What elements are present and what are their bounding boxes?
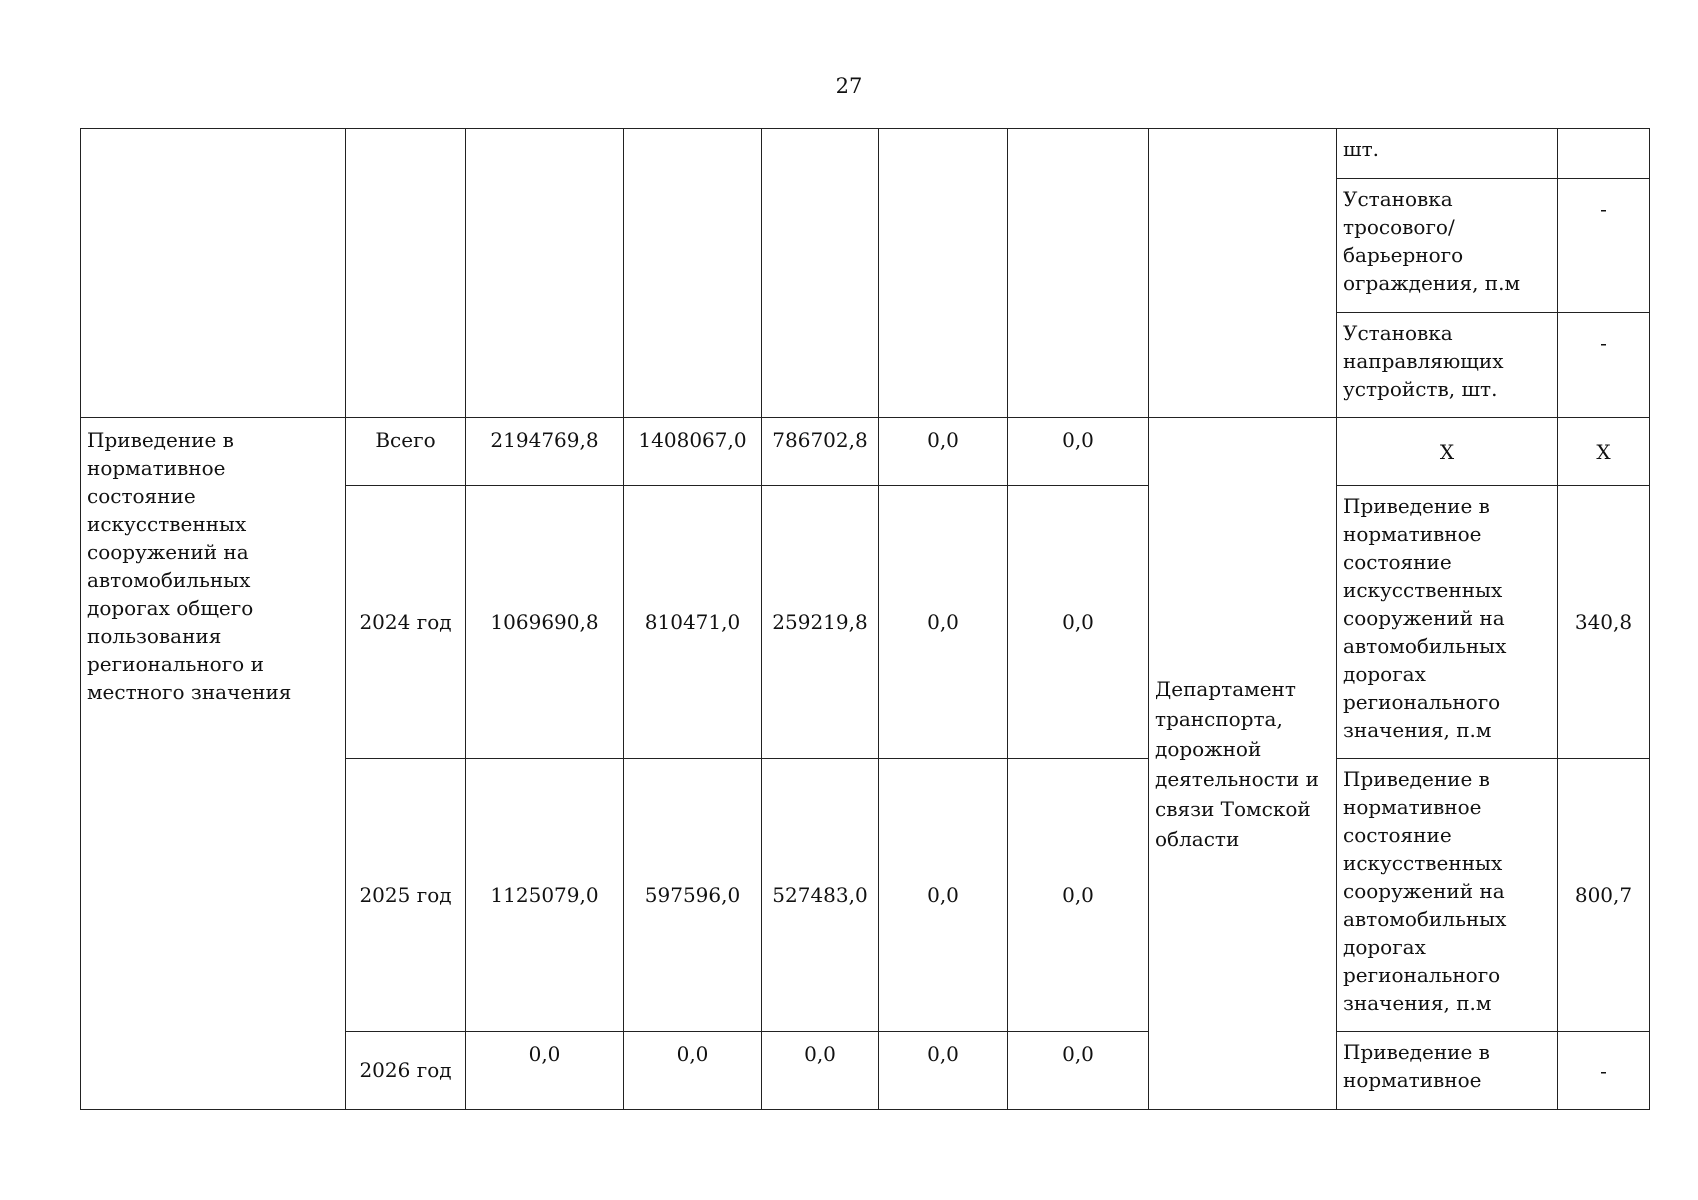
indicator-value-cell: - — [1558, 1032, 1650, 1110]
value-cell: 0,0 — [879, 418, 1008, 486]
empty-cell — [879, 129, 1008, 418]
indicator-value-cell: - — [1558, 179, 1650, 313]
indicator-value-cell: - — [1558, 313, 1650, 418]
value-cell: 1125079,0 — [466, 759, 624, 1032]
indicator-cell: Приведение в нормативное состояние искусственных сооружений на автомобильных дорогах регионального значения, п.м — [1337, 486, 1558, 759]
empty-cell — [81, 129, 346, 418]
empty-cell — [346, 129, 466, 418]
table-row — [81, 129, 1650, 179]
value-cell: 0,0 — [1008, 486, 1149, 759]
value-cell: 259219,8 — [762, 486, 879, 759]
value-cell: 786702,8 — [762, 418, 879, 486]
indicator-cell: Установка направляющих устройств, шт. — [1337, 313, 1558, 418]
value-cell: 0,0 — [879, 486, 1008, 759]
program-table — [80, 128, 1650, 1110]
empty-cell — [624, 129, 762, 418]
value-cell: 810471,0 — [624, 486, 762, 759]
value-cell: 527483,0 — [762, 759, 879, 1032]
indicator-value-cell: 800,7 — [1558, 759, 1650, 1032]
empty-cell — [1008, 129, 1149, 418]
value-cell: 2194769,8 — [466, 418, 624, 486]
indicator-cell: Приведение в нормативное — [1337, 1032, 1558, 1110]
value-cell: 1408067,0 — [624, 418, 762, 486]
value-cell: 0,0 — [879, 759, 1008, 1032]
value-cell: 0,0 — [1008, 759, 1149, 1032]
page-number: 27 — [835, 74, 863, 98]
indicator-value-cell: 340,8 — [1558, 486, 1650, 759]
period-cell: 2024 год — [346, 486, 466, 759]
empty-cell — [1149, 129, 1337, 418]
empty-cell — [762, 129, 879, 418]
value-cell: 0,0 — [624, 1032, 762, 1110]
value-cell: 1069690,8 — [466, 486, 624, 759]
value-cell: 0,0 — [879, 1032, 1008, 1110]
value-cell: 0,0 — [1008, 1032, 1149, 1110]
executor-cell: Департамент транспорта, дорожной деятельности и связи Томской области — [1149, 418, 1337, 1110]
value-cell: 0,0 — [762, 1032, 879, 1110]
indicator-cell: Установка тросового/ барьерного ограждения, п.м — [1337, 179, 1558, 313]
indicator-cell: Приведение в нормативное состояние искусственных сооружений на автомобильных дорогах регионального значения, п.м — [1337, 759, 1558, 1032]
period-cell: 2025 год — [346, 759, 466, 1032]
indicator-cell: шт. — [1337, 129, 1558, 179]
table-row — [81, 418, 1650, 486]
value-cell: 0,0 — [466, 1032, 624, 1110]
value-cell: 0,0 — [1008, 418, 1149, 486]
period-cell: Всего — [346, 418, 466, 486]
empty-cell — [466, 129, 624, 418]
indicator-value-cell: Х — [1558, 418, 1650, 486]
period-cell: 2026 год — [346, 1032, 466, 1110]
value-cell: 597596,0 — [624, 759, 762, 1032]
measure-name-cell: Приведение в нормативное состояние искусственных сооружений на автомобильных дорогах общего пользования регионального и местного значения — [81, 418, 346, 1110]
indicator-value-cell — [1558, 129, 1650, 179]
indicator-cell: Х — [1337, 418, 1558, 486]
